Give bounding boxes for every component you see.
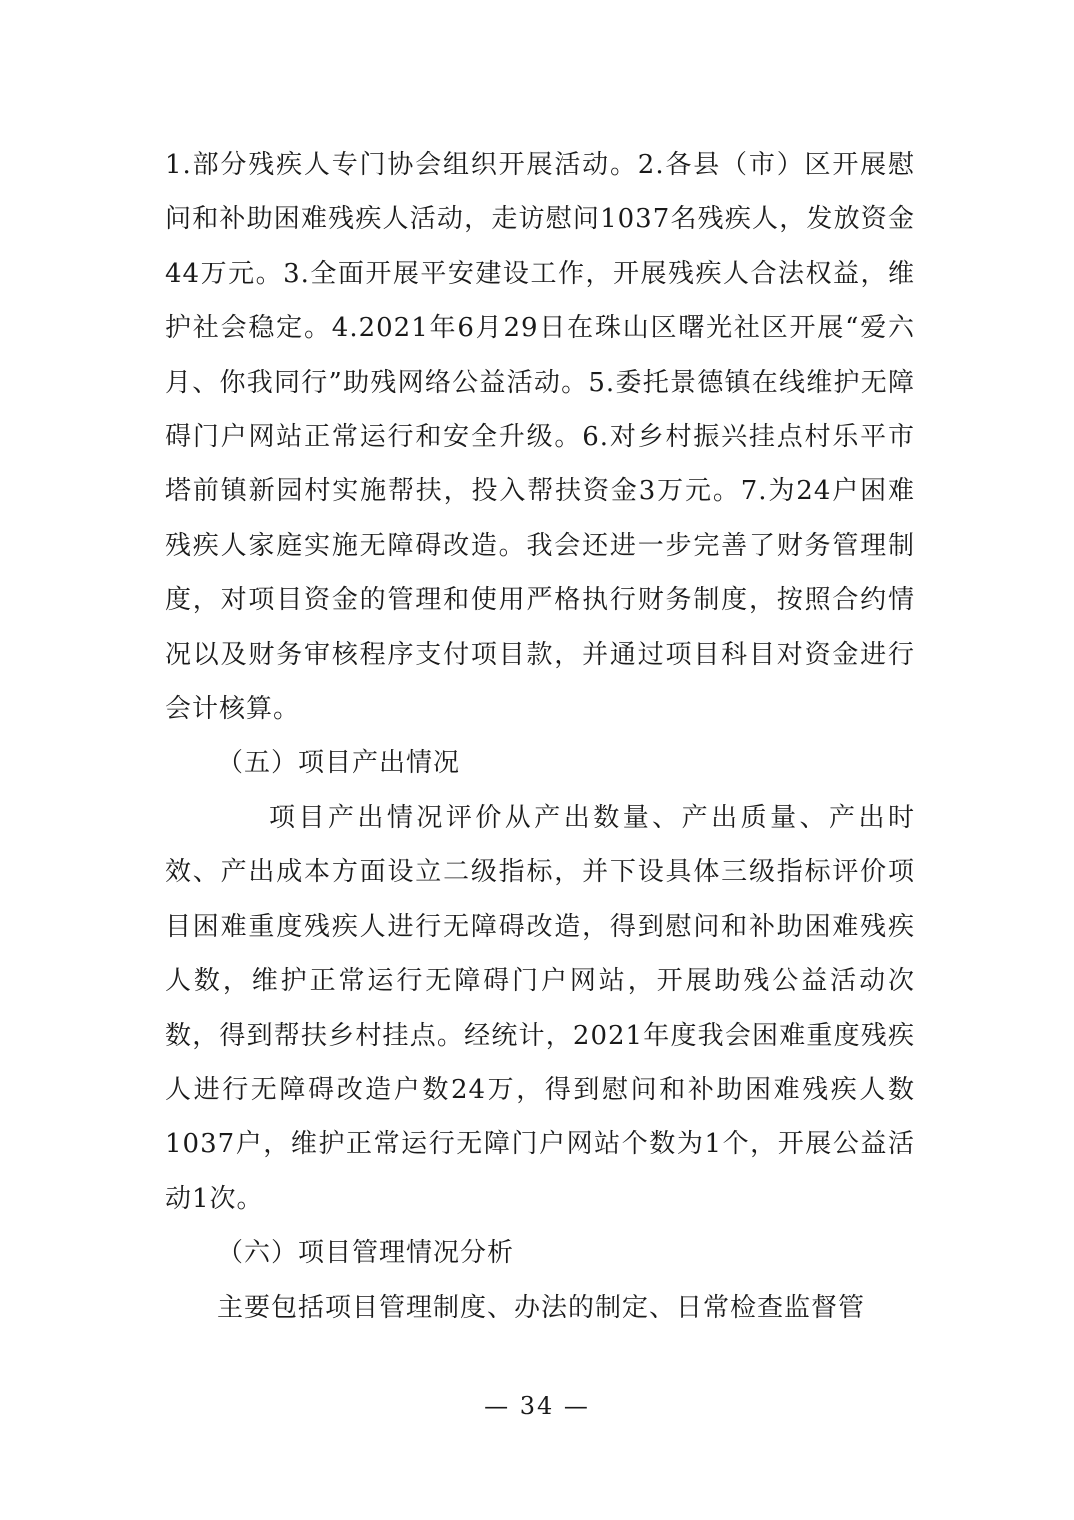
section-heading-output: （五）项目产出情况 xyxy=(217,748,461,779)
paragraph-output: 项目产出情况评价从产出数量、产出质量、产出时效、产出成本方面设立二级指标，并下设具体三级指标评价项目困难重度残疾人进行无障碍改造，得到慰问和补助困难残疾人数，维护正常运行无障碍门户网站，开展助残公益活动次数，得到帮扶乡村挂点。经统计，2021年度我会困难重度残疾人进行无障碍改造户数24万，得到慰问和补助困难残疾人数1037户，维护正常运行无障门户网站个数为1个，开展公益活动1次。 xyxy=(165,802,915,1214)
page-number: — 34 — xyxy=(484,1392,590,1420)
paragraph-activities: 1.部分残疾人专门协会组织开展活动。2.各县（市）区开展慰问和补助困难残疾人活动，走访慰问1037名残疾人，发放资金44万元。3.全面开展平安建设工作，开展残疾人合法权益，维护社会稳定。4.2021年6月29日在珠山区曙光社区开展“爱六月、你我同行”助残网络公益活动。5.委托景德镇在线维护无障碍门户网站正常运行和安全升级。6.对乡村振兴挂点村乐平市塔前镇新园村实施帮扶，投入帮扶资金3万元。7.为24户困难残疾人家庭实施无障碍改造。我会还进一步完善了财务管理制度，对项目资金的管理和使用严格执行财务制度，按照合约情况以及财务审核程序支付项目款，并通过项目科目对资金进行会计核算。 xyxy=(165,150,915,725)
paragraph-management: 主要包括项目管理制度、办法的制定、日常检查监督管 xyxy=(217,1292,866,1323)
document-body xyxy=(165,138,915,1335)
section-heading-management: （六）项目管理情况分析 xyxy=(217,1238,515,1269)
